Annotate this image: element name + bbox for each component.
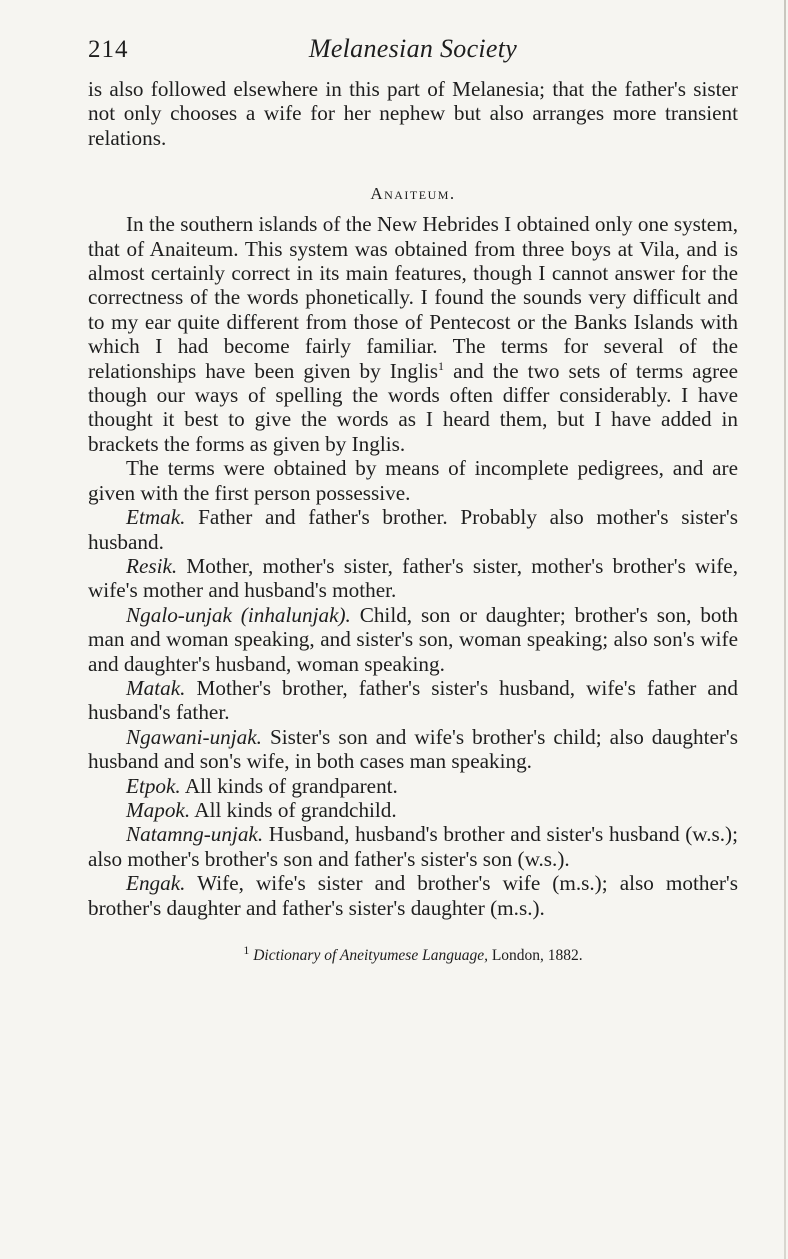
kinship-term: Matak. [126,675,186,700]
opening-paragraph: is also followed elsewhere in this part of Melanesia; that the father's sister not only chooses a wife for her nephew but also arranges more transient relations. [88,77,738,150]
term-definition: All kinds of grandchild. [190,797,397,822]
kinship-term: Engak. [126,871,186,896]
kinship-term: Etpok. [126,773,181,798]
footnote [88,942,738,966]
term-entry [88,871,738,920]
term-entry [88,676,738,725]
term-entry [88,822,738,871]
kinship-term: Natamng-unjak. [126,822,264,847]
footnote-reference: 1 [438,358,445,373]
kinship-term: Resik. [126,553,178,578]
kinship-term: Ngawani-unjak. [126,724,262,749]
book-page [88,30,738,966]
term-entry [88,798,738,822]
inglis-form: (inhalunjak). [240,602,351,627]
kinship-term: Etmak. [126,505,186,530]
term-definition: Father and father's brother. Probably also mother's sister's husband. [88,505,738,554]
term-definition: Wife, wife's sister and brother's wife (m.s.); also mother's brother's daughter and father's sister's daughter (m.s.). [88,871,738,920]
term-entry [88,603,738,676]
term-definition: Husband, husband's brother and sister's husband (w.s.); also mother's brother's son and father's sister's son (w.s.). [88,822,738,871]
term-definition: Sister's son and wife's brother's child; also daughter's husband and son's wife, in both cases man speaking. [88,724,738,774]
page-number: 214 [88,36,129,63]
term-entry [88,774,738,798]
term-definition: Mother's brother, father's sister's husband, wife's father and husband's father. [88,675,738,725]
term-definition: Mother, mother's sister, father's sister, mother's brother's wife, wife's mother and husband's mother. [88,553,738,603]
kinship-term: Ngalo-unjak [126,602,232,627]
term-entry [88,505,738,554]
intro-text-part-1: In the southern islands of the New Hebrides I obtained only one system, that of Anaiteum. This system was obtained from three boys at Vila, and is almost certainly correct in its main features, though I cannot answer for the correctness of the words phonetically. I found the sounds very difficult and to my ear quite different from those of Pentecost or the Banks Islands with which I had become fairly familiar. The terms for several of the relationships have been given by Inglis [88,212,738,383]
running-head [88,30,738,70]
footnote-marker: 1 [243,942,250,957]
term-definition: Child, son or daughter; brother's son, both man and woman speaking, and sister's son, woman speaking; also son's wife and daughter's husband, woman speaking. [88,602,738,676]
page-edge [784,0,786,1259]
kinship-term: Mapok. [126,797,191,822]
footnote-source-details: London, 1882. [487,947,583,964]
intro-paragraph [88,212,738,456]
term-entry [88,725,738,774]
term-entry [88,554,738,603]
section-heading: Anaiteum. [370,184,456,204]
method-paragraph: The terms were obtained by means of incomplete pedigrees, and are given with the first person possessive. [88,456,738,505]
running-title: Melanesian Society [308,34,518,63]
footnote-source-title: Dictionary of Aneityumese Language, [253,947,488,964]
term-definition: All kinds of grandparent. [180,773,398,798]
intro-text-part-2: and the two sets of terms agree though our ways of spelling the words often differ considerably. I have thought it best to give the words as I heard them, but I have added in brackets the forms as given by Inglis. [88,358,738,456]
